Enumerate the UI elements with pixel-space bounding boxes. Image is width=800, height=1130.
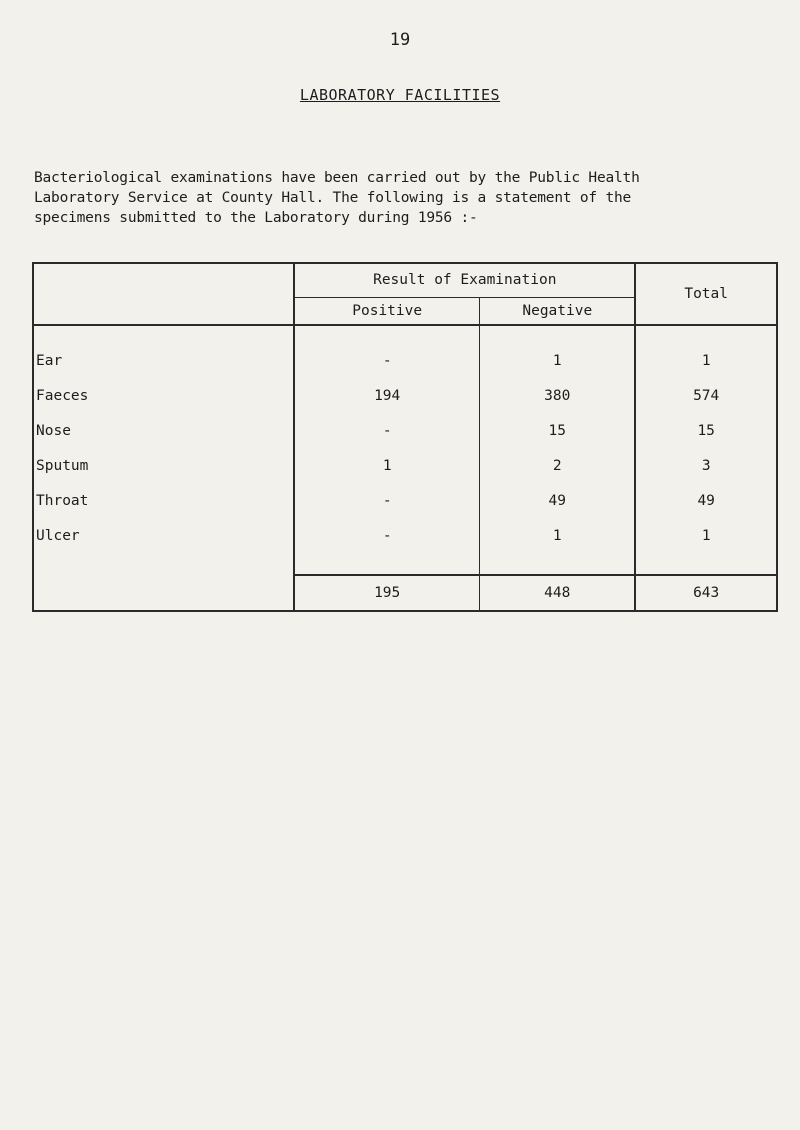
positive-cell: -	[294, 518, 480, 553]
table-row	[33, 378, 777, 413]
specimen-header-cell	[33, 263, 294, 325]
total-negative-cell: 448	[480, 575, 636, 611]
total-header: Total	[635, 263, 777, 325]
negative-cell: 380	[544, 387, 571, 404]
positive-cell: -	[294, 413, 480, 448]
total-cell: 1	[635, 343, 777, 378]
positive-cell: -	[294, 483, 480, 518]
total-cell: 15	[635, 413, 777, 448]
page-number: 19	[389, 30, 411, 50]
table-row	[33, 518, 777, 553]
laboratory-results-table	[32, 262, 778, 648]
positive-header: Positive	[294, 297, 480, 325]
total-cell: 1	[635, 518, 777, 553]
intro-paragraph: Bacteriological examinations have been carried out by the Public Health Laboratory Service at County Hall. The following is a statement of the specimens submitted to the Laboratory during 1956 :-	[34, 170, 640, 226]
positive-cell: 194	[294, 378, 480, 413]
specimen-cell: Throat	[33, 483, 294, 518]
section-heading-text: LABORATORY FACILITIES	[299, 86, 501, 104]
table-spacer-row	[33, 553, 777, 575]
table-spacer-row	[33, 325, 777, 343]
negative-cell: 1	[552, 527, 562, 544]
specimen-cell: Sputum	[33, 448, 294, 483]
positive-cell: -	[294, 343, 480, 378]
total-positive-cell: 195	[294, 575, 480, 611]
negative-cell: 2	[552, 457, 562, 474]
total-cell: 574	[635, 378, 777, 413]
total-cell: 3	[635, 448, 777, 483]
table-row	[33, 413, 777, 448]
table-row	[33, 343, 777, 378]
total-cell: 49	[635, 483, 777, 518]
totals-label-cell	[33, 575, 294, 611]
totals-row	[33, 575, 777, 611]
table-row	[33, 448, 777, 483]
negative-header: Negative	[480, 297, 636, 325]
negative-cell: 15	[548, 422, 567, 439]
result-of-examination-header: Result of Examination	[294, 263, 635, 297]
table-row	[33, 483, 777, 518]
section-heading	[0, 86, 800, 104]
positive-cell: 1	[294, 448, 480, 483]
table-header-row	[33, 263, 777, 297]
negative-cell: 1	[552, 352, 562, 369]
specimen-cell: Nose	[33, 413, 294, 448]
specimen-cell: Faeces	[33, 378, 294, 413]
negative-cell: 49	[548, 492, 567, 509]
specimen-cell: Ear	[33, 343, 294, 378]
grand-total-cell: 643	[635, 575, 777, 611]
results-table	[32, 262, 778, 612]
specimen-cell: Ulcer	[33, 518, 294, 553]
